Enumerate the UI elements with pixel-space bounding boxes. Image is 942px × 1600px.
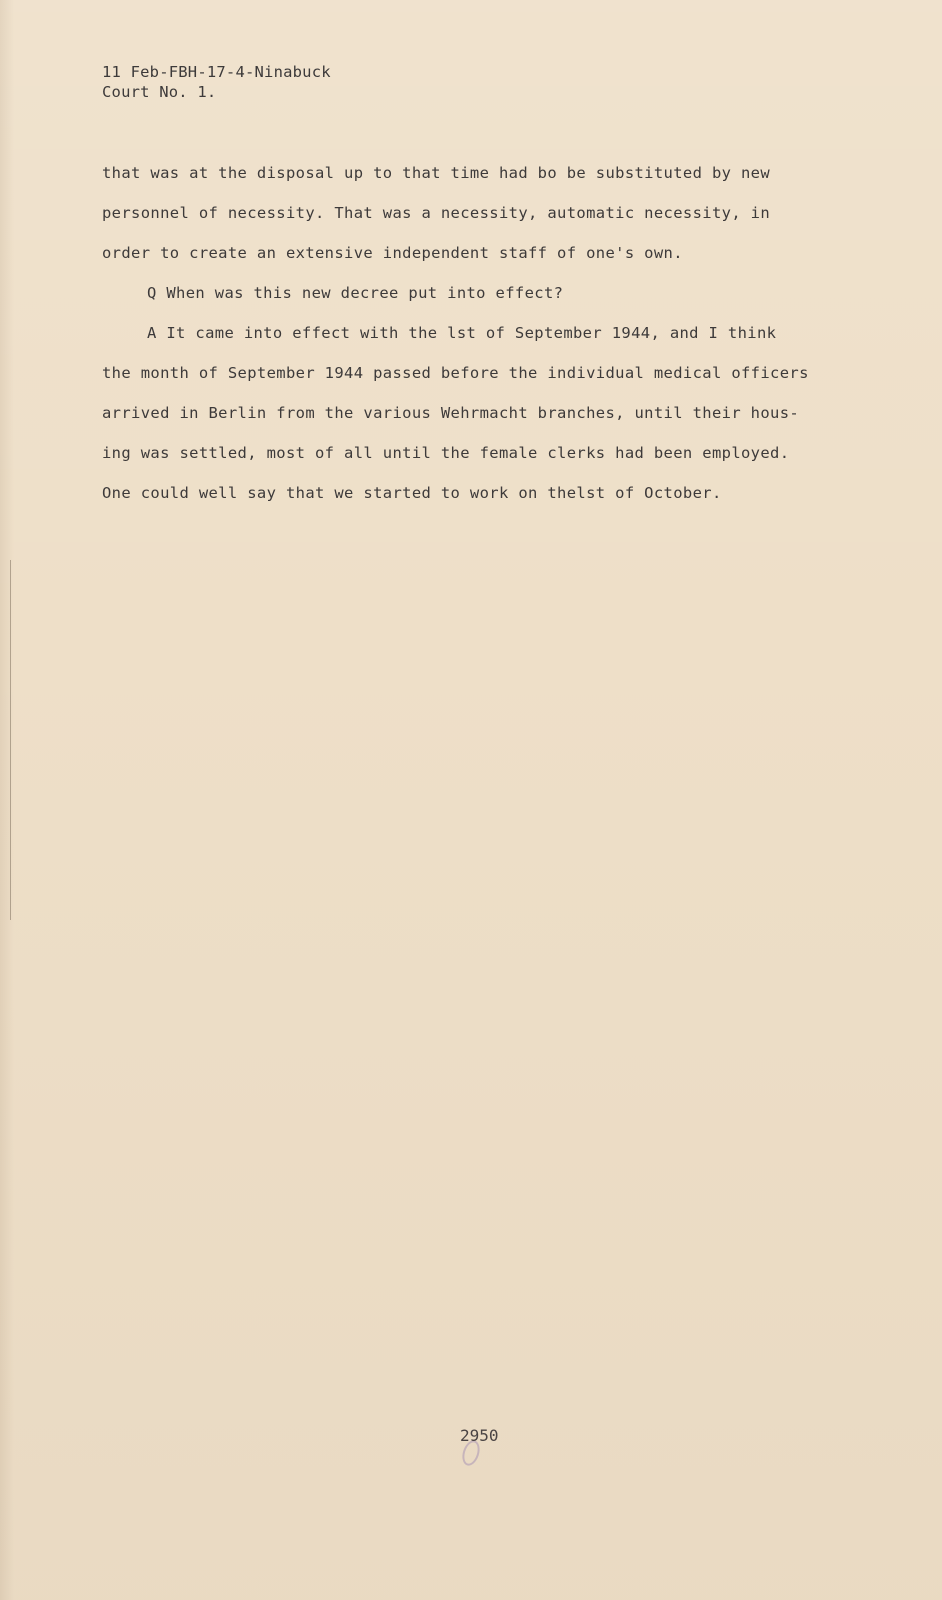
transcript-line: personnel of necessity. That was a necessity, automatic necessity, in [102,204,771,222]
document-header [102,62,331,102]
transcript-question: Q When was this new decree put into effect? [147,284,564,302]
transcript-line: that was at the disposal up to that time had bo be substituted by new [102,164,771,182]
transcript-line: ing was settled, most of all until the female clerks had been employed. [102,444,790,462]
page-number: 2950 [460,1426,499,1445]
paper-edge-mark [0,560,11,920]
transcript-answer: A It came into effect with the lst of September 1944, and I think [147,324,777,342]
transcript-line: the month of September 1944 passed before the individual medical officers [102,364,809,382]
header-court-number: Court No. 1. [102,83,217,101]
transcript-line: arrived in Berlin from the various Wehrmacht branches, until their hous- [102,404,800,422]
transcript-line: One could well say that we started to work on thelst of October. [102,484,722,502]
header-case-reference: 11 Feb-FBH-17-4-Ninabuck [102,63,331,81]
transcript-body [102,163,862,523]
transcript-line: order to create an extensive independent staff of one's own. [102,244,683,262]
